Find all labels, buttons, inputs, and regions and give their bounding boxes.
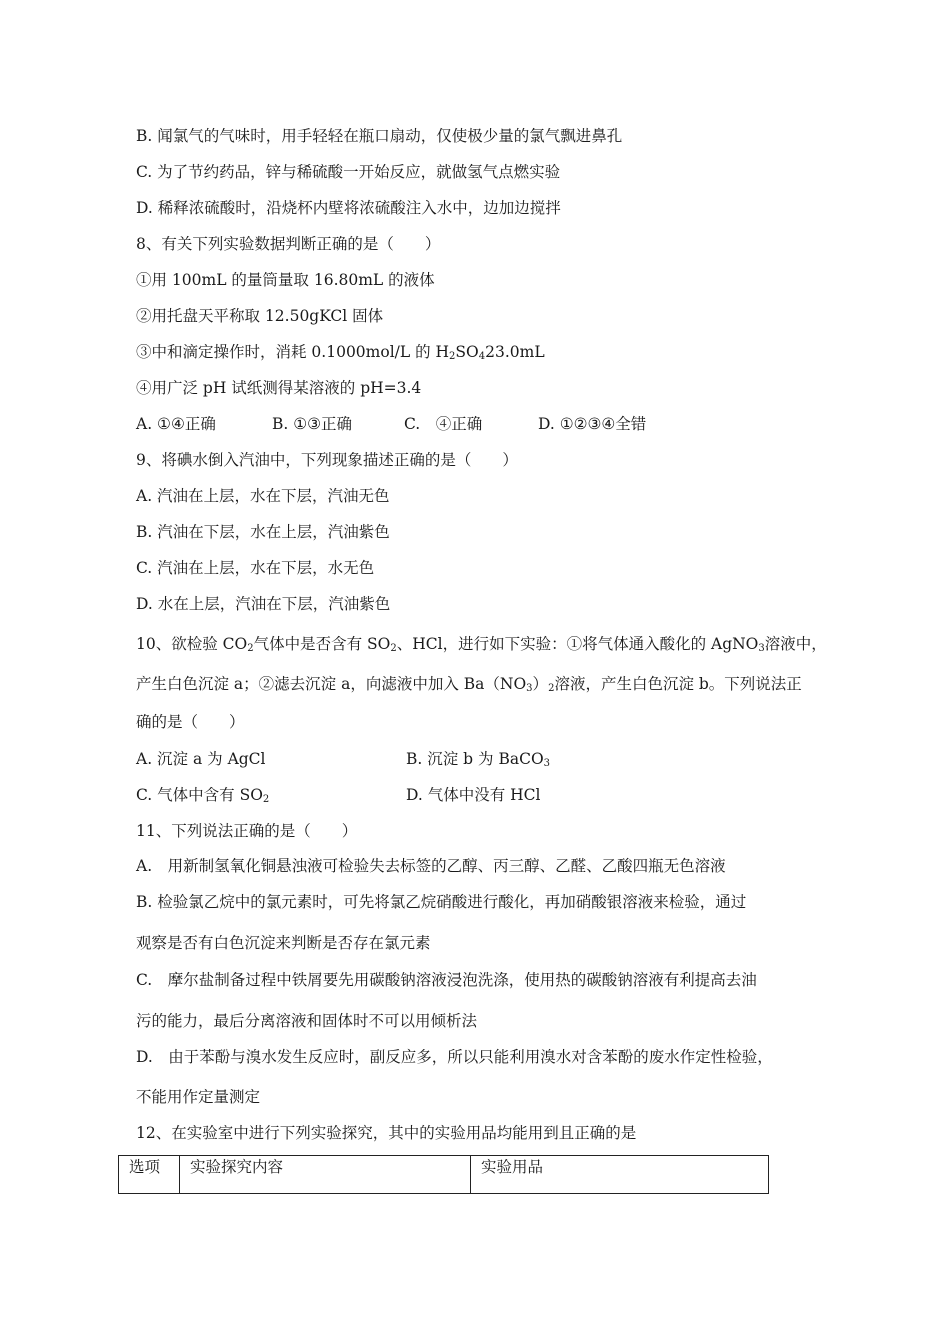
table-header-row bbox=[119, 1156, 769, 1194]
q12-stem: 12、在实验室中进行下列实验探究，其中的实验用品均能用到且正确的是 bbox=[136, 1124, 637, 1142]
q8-item-4: ④用广泛 pH 试纸测得某溶液的 pH=3.4 bbox=[136, 379, 422, 397]
q9-option-b: B. 汽油在下层，水在上层，汽油紫色 bbox=[136, 523, 390, 541]
q11-option-c-line-2: 污的能力，最后分离溶液和固体时不可以用倾析法 bbox=[136, 1012, 478, 1030]
q8-option-c: C. ④正确 bbox=[404, 415, 483, 433]
q10-option-b: B. 沉淀 b 为 BaCO$_3$ bbox=[406, 750, 551, 769]
q11-option-a: A. 用新制氢氧化铜悬浊液可检验失去标签的乙醇、丙三醇、乙醛、乙酸四瓶无色溶液 bbox=[136, 857, 726, 875]
q11-option-d-line-2: 不能用作定量测定 bbox=[136, 1088, 261, 1106]
q8-stem: 8、有关下列实验数据判断正确的是（ ） bbox=[136, 235, 441, 253]
q12-table bbox=[118, 1155, 769, 1194]
q7-option-c: C. 为了节约药品，锌与稀硫酸一开始反应，就做氢气点燃实验 bbox=[136, 163, 561, 181]
q10-option-a: A. 沉淀 a 为 AgCl bbox=[136, 750, 266, 768]
q10-stem-line-3: 确的是（ ） bbox=[136, 713, 245, 731]
q7-option-d: D. 稀释浓硫酸时，沿烧杯内壁将浓硫酸注入水中，边加边搅拌 bbox=[136, 199, 561, 217]
q8-option-d: D. ①②③④全错 bbox=[538, 415, 647, 433]
q10-stem-line-1: 10、欲检验 $CO_2$气体中是否含有 $SO_2$、HCl，进行如下实验：①将气体通入酸化的 AgNO$_3$溶液中， bbox=[136, 635, 827, 654]
q8-item-2: ②用托盘天平称取 12.50gKCl 固体 bbox=[136, 307, 384, 325]
q9-stem: 9、将碘水倒入汽油中，下列现象描述正确的是（ ） bbox=[136, 451, 518, 469]
table-header-option: 选项 bbox=[119, 1156, 180, 1194]
q11-option-d-line-1: D. 由于苯酚与溴水发生反应时，副反应多，所以只能利用溴水对含苯酚的废水作定性检验， bbox=[136, 1048, 773, 1066]
q9-option-c: C. 汽油在上层，水在下层，水无色 bbox=[136, 559, 375, 577]
q11-option-c-line-1: C. 摩尔盐制备过程中铁屑要先用碳酸钠溶液浸泡洗涤，使用热的碳酸钠溶液有利提高去油 bbox=[136, 971, 757, 989]
q8-option-b: B. ①③正确 bbox=[272, 415, 353, 433]
q11-option-b-line-1: B. 检验氯乙烷中的氯元素时，可先将氯乙烷硝酸进行酸化，再加硝酸银溶液来检验，通过 bbox=[136, 893, 747, 911]
q10-option-d: D. 气体中没有 HCl bbox=[406, 786, 541, 804]
table-header-content: 实验探究内容 bbox=[180, 1156, 471, 1194]
q8-item-3: ③中和滴定操作时，消耗 0.1000mol/L 的 $H_2SO_423.0mL$ bbox=[136, 343, 545, 362]
q9-option-a: A. 汽油在上层，水在下层，汽油无色 bbox=[136, 487, 390, 505]
q10-stem-line-2: 产生白色沉淀 a；②滤去沉淀 a，向滤液中加入 $Ba(NO_3)_2$溶液，产生白色沉淀 b。下列说法正 bbox=[136, 675, 802, 694]
q11-option-b-line-2: 观察是否有白色沉淀来判断是否存在氯元素 bbox=[136, 934, 431, 952]
q11-stem: 11、下列说法正确的是（ ） bbox=[136, 822, 358, 840]
q8-option-a: A. ①④正确 bbox=[136, 415, 216, 433]
q10-option-c: C. 气体中含有 $SO_2$ bbox=[136, 786, 270, 805]
q8-item-1: ①用 100mL 的量筒量取 16.80mL 的液体 bbox=[136, 271, 435, 289]
q9-option-d: D. 水在上层，汽油在下层，汽油紫色 bbox=[136, 595, 391, 613]
q7-option-b: B. 闻氯气的气味时，用手轻轻在瓶口扇动，仅使极少量的氯气飘进鼻孔 bbox=[136, 127, 623, 145]
table-header-supplies: 实验用品 bbox=[471, 1156, 769, 1194]
